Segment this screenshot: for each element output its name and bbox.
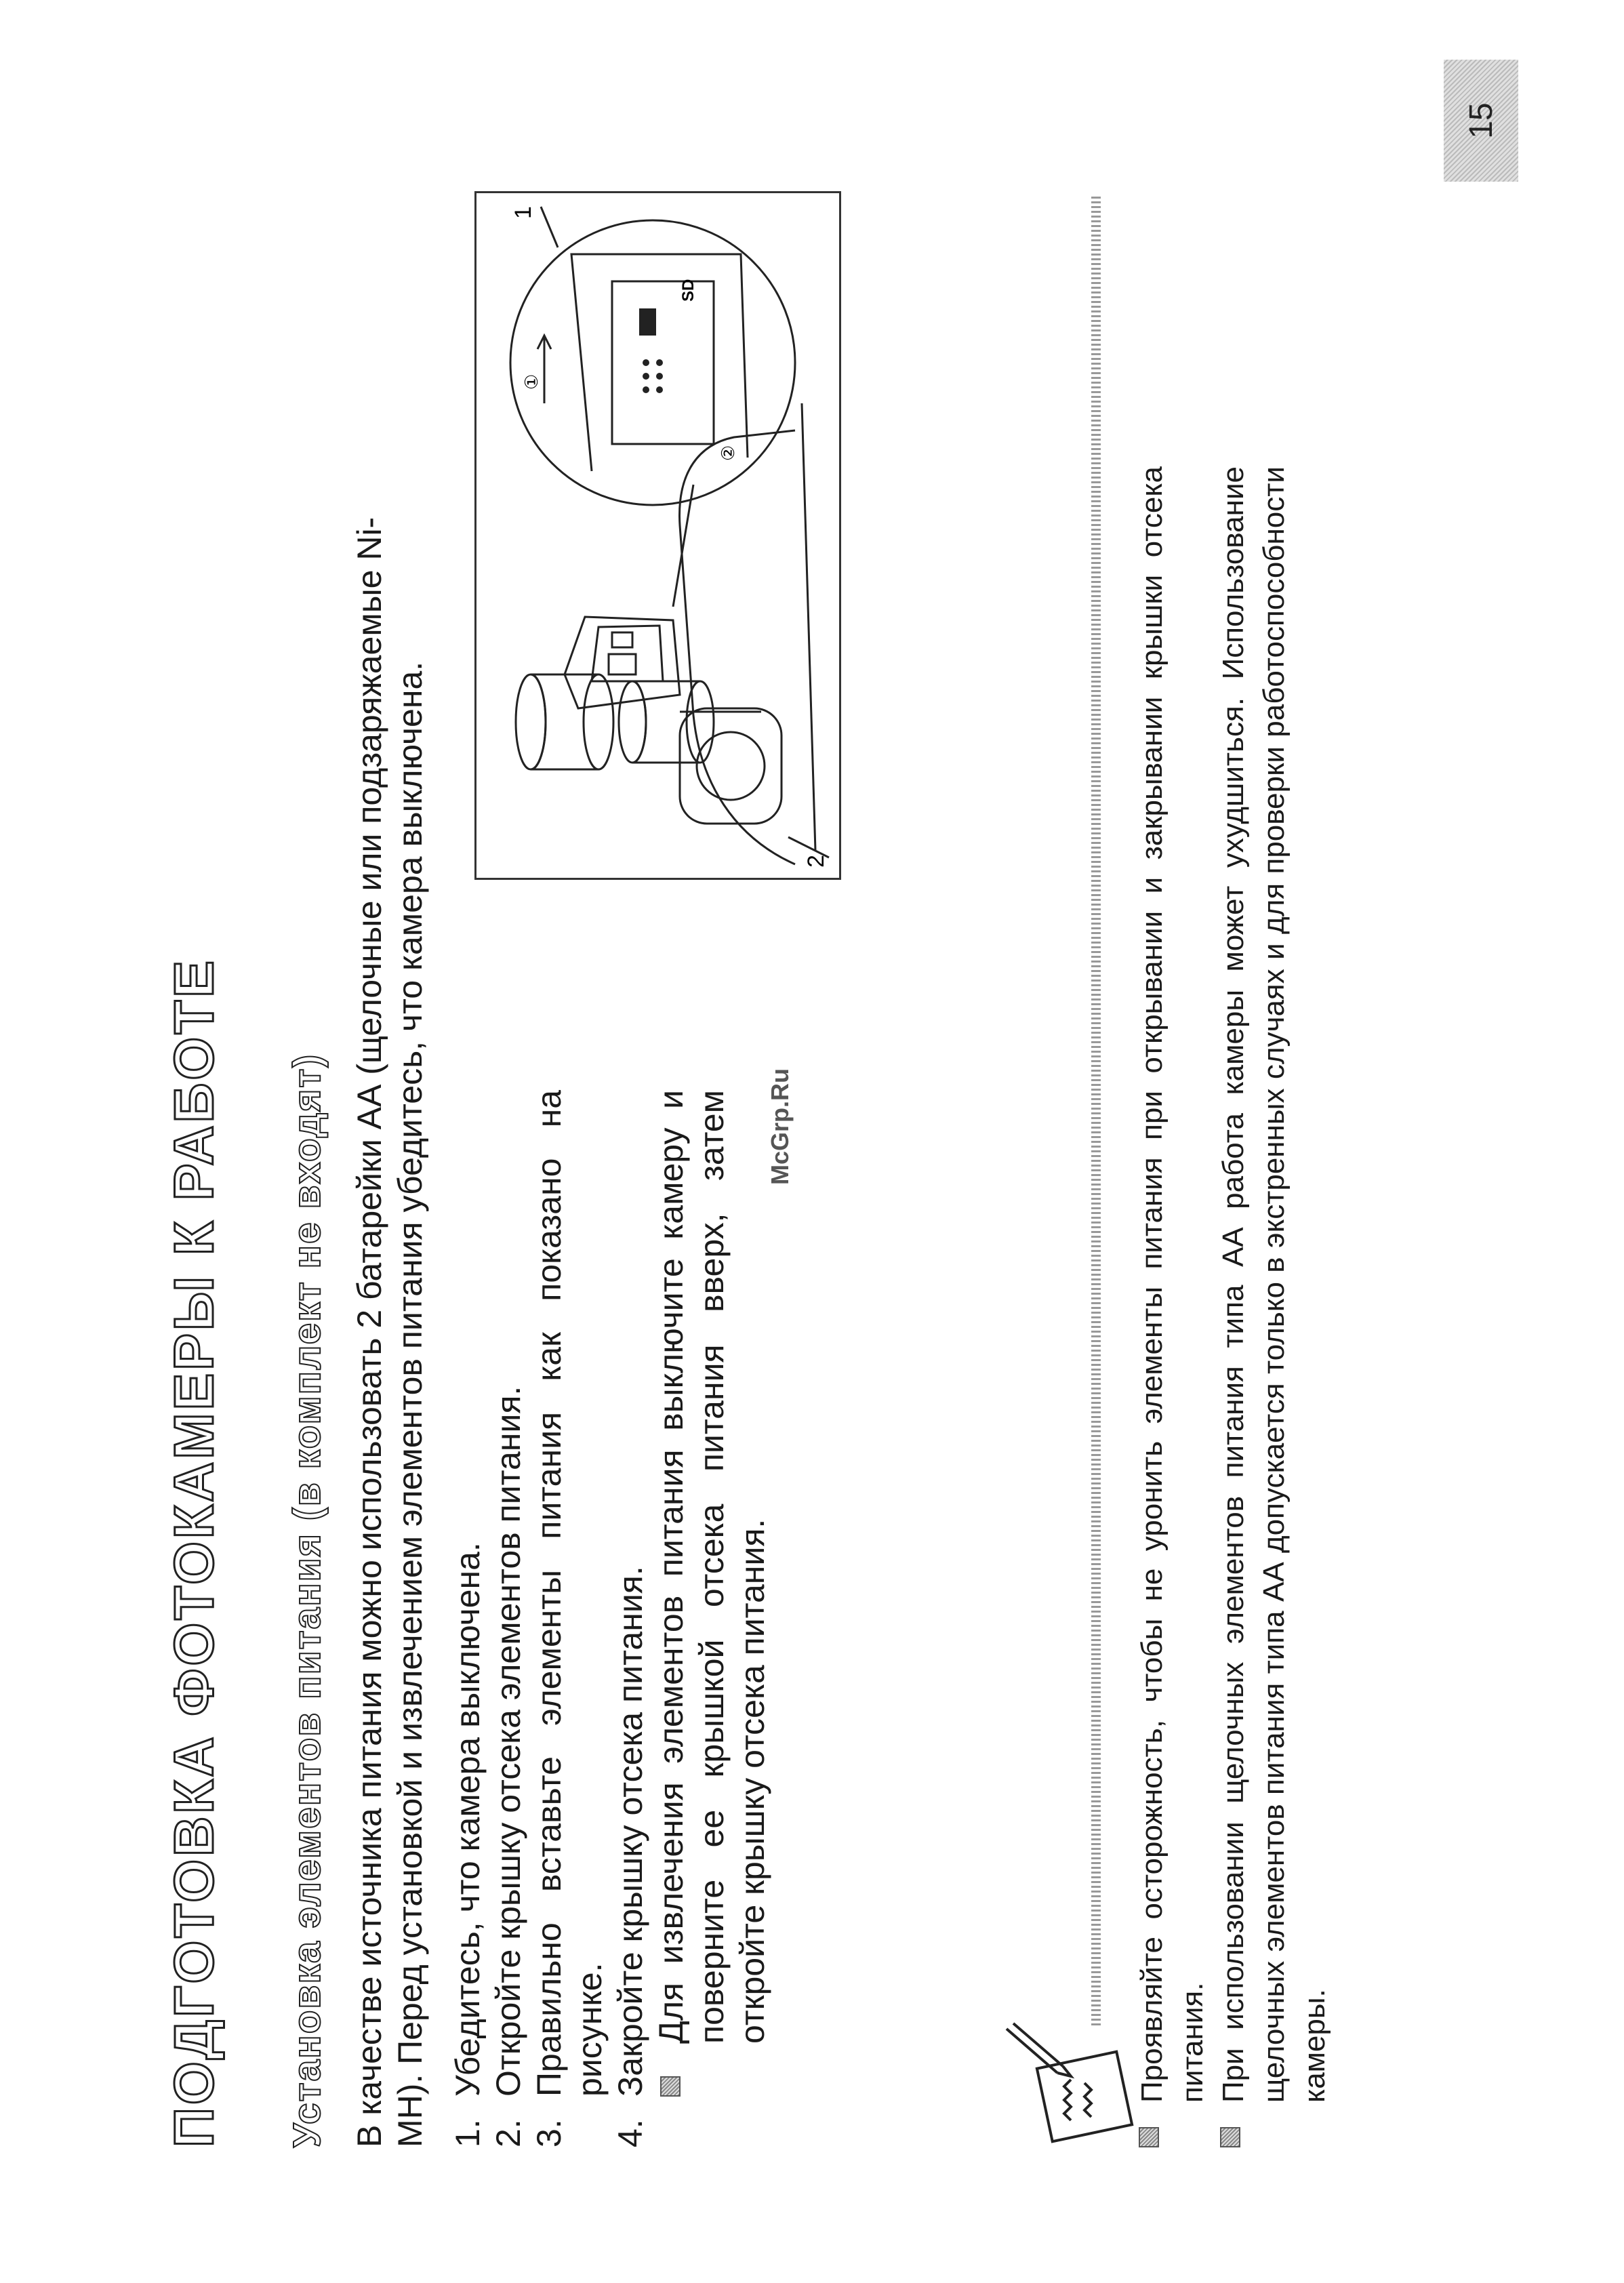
step-subnote <box>651 1090 773 2097</box>
notes-list <box>1132 466 1335 2147</box>
page-number-box <box>1444 60 1518 182</box>
step-number: 3. <box>530 2119 568 2147</box>
note-pencil-icon <box>996 2019 1139 2147</box>
step-text: Правильно вставьте элементы питания как показано на рисунке. <box>530 1090 609 2097</box>
note-text: Проявляйте осторожность, чтобы не уронить элементы питания при открывании и закрывании крышки отсека питания. <box>1135 466 1209 2103</box>
step-item <box>488 1090 529 2147</box>
note-item <box>1213 466 1335 2147</box>
step-item <box>529 1090 610 2147</box>
square-bullet-icon <box>660 2076 681 2097</box>
page-number: 15 <box>1463 102 1499 139</box>
square-bullet-icon <box>1220 2127 1240 2147</box>
illustration-step-1: ① <box>521 373 542 390</box>
step-number: 4. <box>611 2119 649 2147</box>
illustration-step-2: ② <box>718 445 738 461</box>
section-title: Установка элементов питания (в комплект не входят) <box>285 1053 329 2147</box>
watermark: McGrp.Ru <box>766 1068 794 1185</box>
page-title: ПОДГОТОВКА ФОТОКАМЕРЫ К РАБОТЕ <box>163 958 225 2147</box>
step-text: Закройте крышку отсека питания. <box>611 1566 649 2097</box>
step-subnote-text: Для извлечения элементов питания выключите камеру и поверните ее крышкой отсека питания вверх, затем откройте крышку отсека питания. <box>652 1090 771 2044</box>
note-item <box>1132 466 1213 2147</box>
battery-installation-illustration <box>474 191 841 880</box>
step-number: 2. <box>489 2119 527 2147</box>
square-bullet-icon <box>1139 2127 1159 2147</box>
intro-paragraph: В качестве источника питания можно использовать 2 батарейки АА (щелочные или подзаряжаемые Ni-MH). Перед установкой и извлечением элементов питания убедитесь, что камера выключена. <box>350 517 429 2147</box>
step-item <box>610 1090 651 2147</box>
illustration-label-2: 2 <box>803 855 829 868</box>
step-item <box>447 1090 488 2147</box>
illustration-label-1: 1 <box>510 206 536 219</box>
steps-list <box>447 1090 773 2147</box>
step-text: Откройте крышку отсека элементов питания. <box>489 1386 527 2097</box>
step-number: 1. <box>449 2119 487 2147</box>
note-text: При использовании щелочных элементов питания типа АА работа камеры может ухудшиться. Использование щелочных элементов питания типа АА допускается только в экстренных случаях и для проверки работоспособности камеры. <box>1217 466 1331 2103</box>
camera-battery-drawing <box>476 193 839 878</box>
sd-logo: SD <box>679 279 697 302</box>
step-text: Убедитесь, что камера выключена. <box>449 1542 487 2097</box>
notes-divider <box>1091 195 1101 2025</box>
